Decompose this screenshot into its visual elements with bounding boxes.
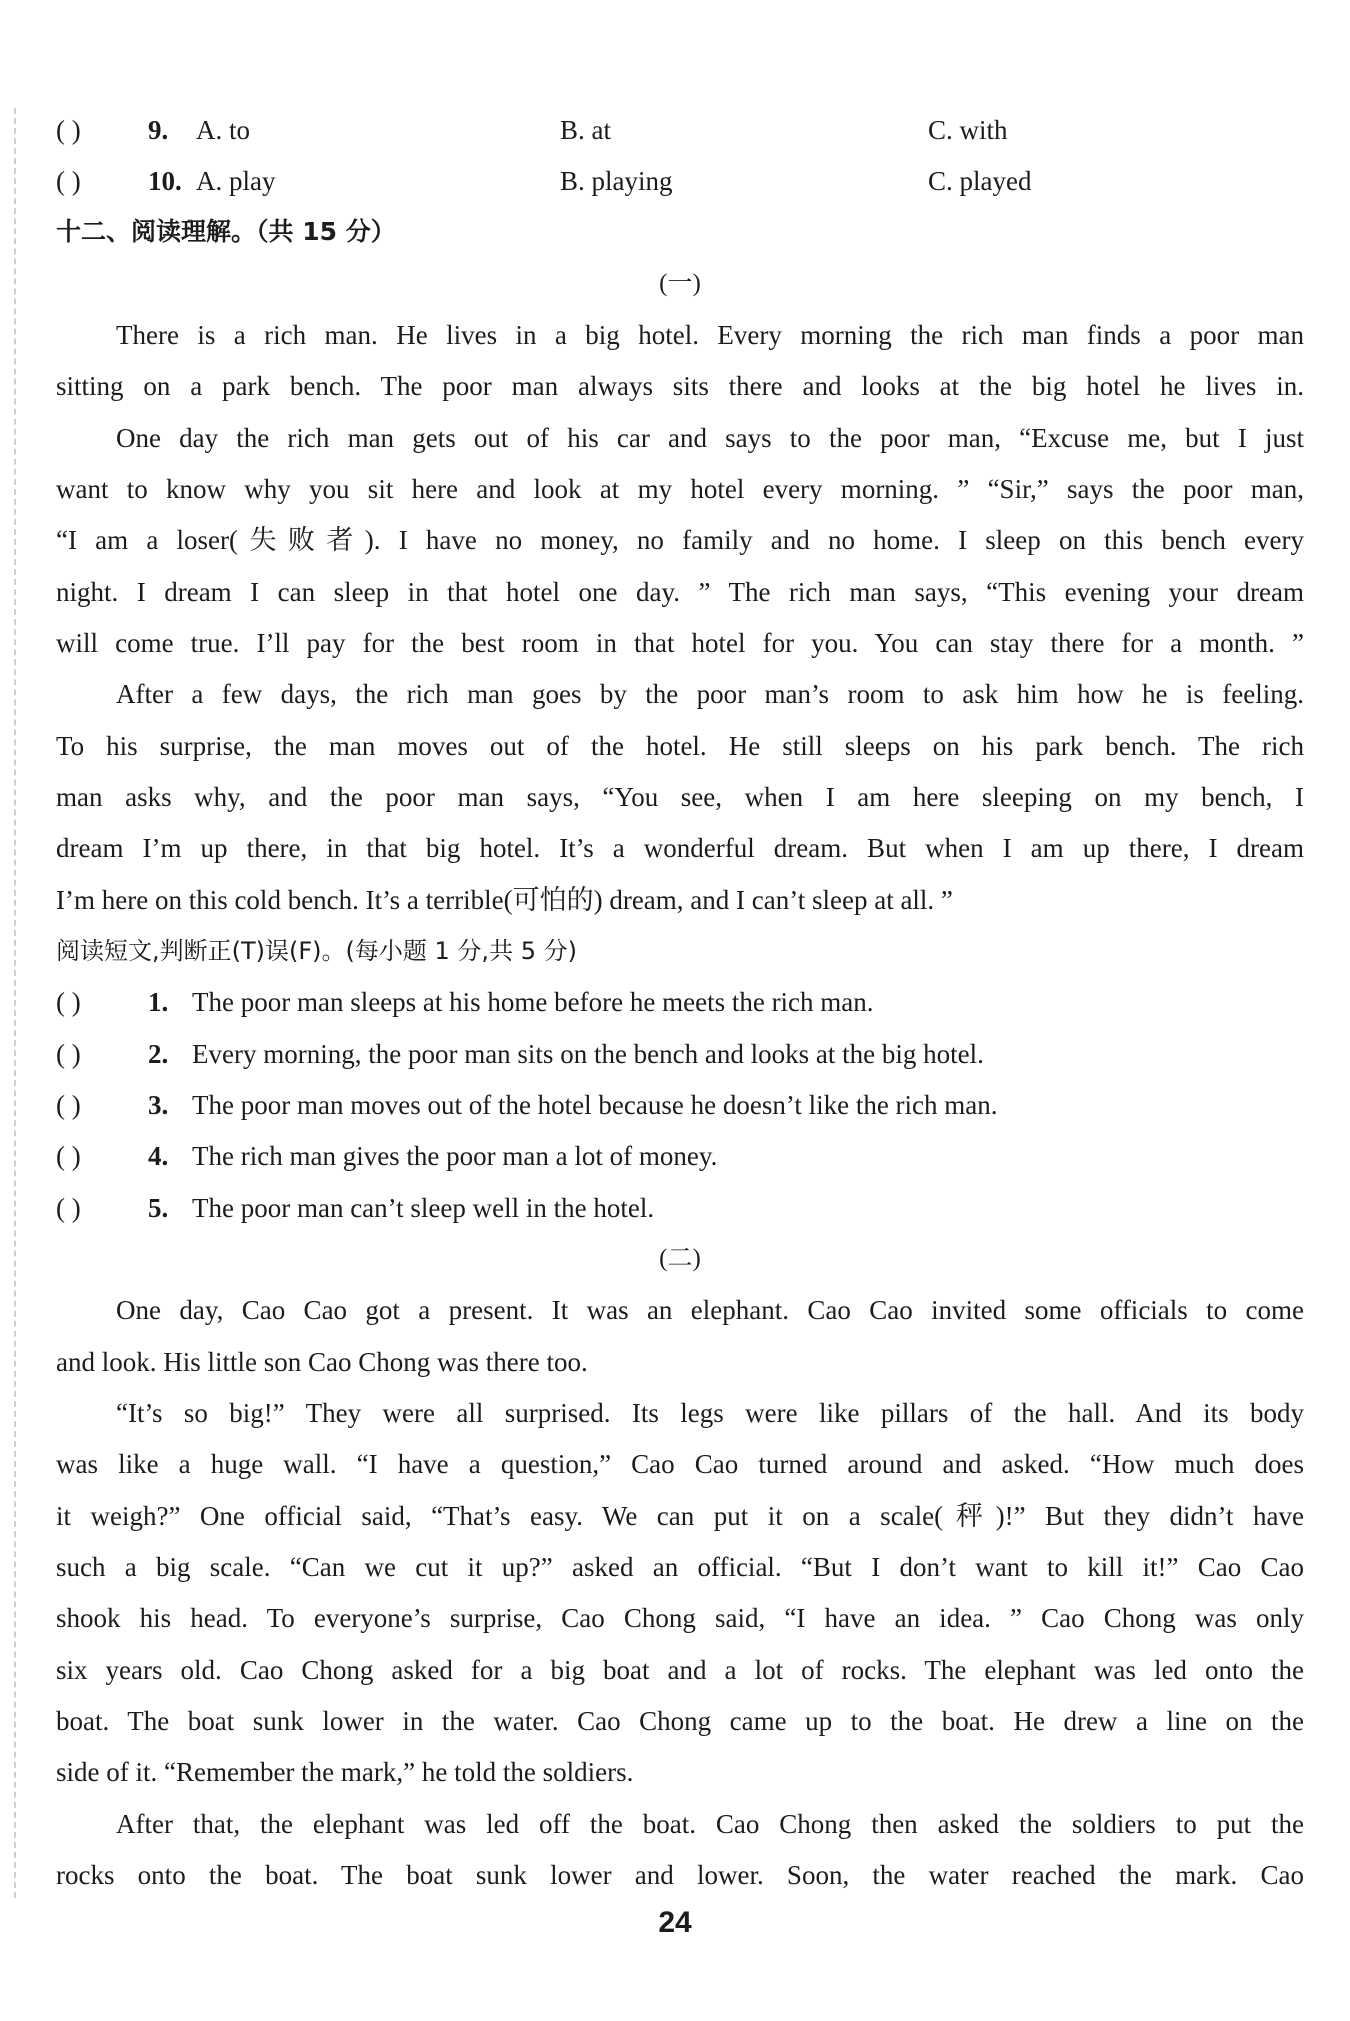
question-number: 9. bbox=[148, 115, 169, 145]
passage-1-line: night. I dream I can sleep in that hotel one day. ” The rich man says, “This evening your dream bbox=[56, 577, 1304, 607]
passage-2-line: and look. His little son Cao Chong was there too. bbox=[56, 1347, 588, 1377]
option-b: B. playing bbox=[560, 166, 673, 196]
answer-blank[interactable]: ( ) bbox=[56, 1090, 81, 1120]
passage-1-line: dream I’m up there, in that big hotel. It’s a wonderful dream. But when I am up there, I dream bbox=[56, 833, 1304, 863]
passage-2-line: side of it. “Remember the mark,” he told the soldiers. bbox=[56, 1757, 634, 1787]
option-c: C. with bbox=[928, 115, 1008, 145]
passage-2-line: rocks onto the boat. The boat sunk lower and lower. Soon, the water reached the mark. Cao bbox=[56, 1860, 1304, 1890]
passage-2-title: (二) bbox=[659, 1245, 701, 1272]
answer-blank[interactable]: ( ) bbox=[56, 115, 81, 145]
answer-blank[interactable]: ( ) bbox=[56, 1039, 81, 1069]
passage-1-line: want to know why you sit here and look at my hotel every morning. ” “Sir,” says the poor man, bbox=[56, 474, 1304, 504]
question-number: 3. bbox=[148, 1090, 169, 1120]
passage-2-line: After that, the elephant was led off the boat. Cao Chong then asked the soldiers to put the bbox=[116, 1809, 1304, 1839]
passage-1-line: There is a rich man. He lives in a big hotel. Every morning the rich man finds a poor man bbox=[116, 320, 1304, 350]
tf-question-5 bbox=[56, 1190, 1304, 1226]
page-number: 24 bbox=[658, 1906, 692, 1939]
tf-instruction: 阅读短文,判断正(T)误(F)。(每小题 1 分,共 5 分) bbox=[56, 937, 577, 965]
question-text: Every morning, the poor man sits on the bench and looks at the big hotel. bbox=[192, 1039, 984, 1069]
tf-question-2 bbox=[56, 1036, 1304, 1072]
question-number: 2. bbox=[148, 1039, 169, 1069]
passage-1-title: (一) bbox=[659, 270, 701, 297]
question-text: The poor man can’t sleep well in the hotel. bbox=[192, 1193, 655, 1223]
passage-2-line: One day, Cao Cao got a present. It was an elephant. Cao Cao invited some officials to come bbox=[116, 1295, 1304, 1325]
question-10 bbox=[56, 163, 1304, 199]
section-title: 十二、阅读理解。（共 15 分） bbox=[56, 217, 396, 246]
passage-2-line: six years old. Cao Chong asked for a big boat and a lot of rocks. The elephant was led onto the bbox=[56, 1655, 1304, 1685]
option-b: B. at bbox=[560, 115, 611, 145]
passage-2-line: it weigh?” One official said, “That’s easy. We can put it on a scale(秤)!” But they didn’t have bbox=[56, 1501, 1304, 1531]
answer-blank[interactable]: ( ) bbox=[56, 1141, 81, 1171]
question-text: The rich man gives the poor man a lot of money. bbox=[192, 1141, 718, 1171]
binding-margin-rule bbox=[14, 108, 16, 1898]
tf-question-4 bbox=[56, 1138, 1304, 1174]
question-9 bbox=[56, 112, 1304, 148]
tf-question-1 bbox=[56, 984, 1304, 1020]
question-number: 10. bbox=[148, 166, 182, 196]
passage-2-line: boat. The boat sunk lower in the water. Cao Chong came up to the boat. He drew a line on the bbox=[56, 1706, 1304, 1736]
question-number: 5. bbox=[148, 1193, 169, 1223]
option-a: A. play bbox=[196, 166, 276, 196]
passage-1-line: After a few days, the rich man goes by the poor man’s room to ask him how he is feeling. bbox=[116, 679, 1304, 709]
passage-1-line: sitting on a park bench. The poor man always sits there and looks at the big hotel he lives in. bbox=[56, 371, 1304, 401]
answer-blank[interactable]: ( ) bbox=[56, 987, 81, 1017]
passage-2-line: such a big scale. “Can we cut it up?” asked an official. “But I don’t want to kill it!” Cao Cao bbox=[56, 1552, 1304, 1582]
answer-blank[interactable]: ( ) bbox=[56, 166, 81, 196]
passage-2-line: shook his head. To everyone’s surprise, Cao Chong said, “I have an idea. ” Cao Chong was only bbox=[56, 1603, 1304, 1633]
option-c: C. played bbox=[928, 166, 1032, 196]
passage-1-line: To his surprise, the man moves out of the hotel. He still sleeps on his park bench. The rich bbox=[56, 731, 1304, 761]
passage-2-line: “It’s so big!” They were all surprised. Its legs were like pillars of the hall. And its body bbox=[116, 1398, 1304, 1428]
passage-2-line: was like a huge wall. “I have a question,” Cao Cao turned around and asked. “How much does bbox=[56, 1449, 1304, 1479]
passage-1-line: One day the rich man gets out of his car and says to the poor man, “Excuse me, but I just bbox=[116, 423, 1304, 453]
passage-1-line: “I am a loser(失败者). I have no money, no family and no home. I sleep on this bench every bbox=[56, 525, 1304, 555]
question-text: The poor man sleeps at his home before he meets the rich man. bbox=[192, 987, 874, 1017]
passage-1-line: I’m here on this cold bench. It’s a terrible(可怕的) dream, and I can’t sleep at all. ” bbox=[56, 885, 953, 915]
question-number: 4. bbox=[148, 1141, 169, 1171]
question-text: The poor man moves out of the hotel because he doesn’t like the rich man. bbox=[192, 1090, 998, 1120]
tf-question-3 bbox=[56, 1087, 1304, 1123]
option-a: A. to bbox=[196, 115, 250, 145]
passage-1-line: man asks why, and the poor man says, “You see, when I am here sleeping on my bench, I bbox=[56, 782, 1304, 812]
question-number: 1. bbox=[148, 987, 169, 1017]
passage-1-line: will come true. I’ll pay for the best room in that hotel for you. You can stay there for a month. ” bbox=[56, 628, 1304, 658]
answer-blank[interactable]: ( ) bbox=[56, 1193, 81, 1223]
